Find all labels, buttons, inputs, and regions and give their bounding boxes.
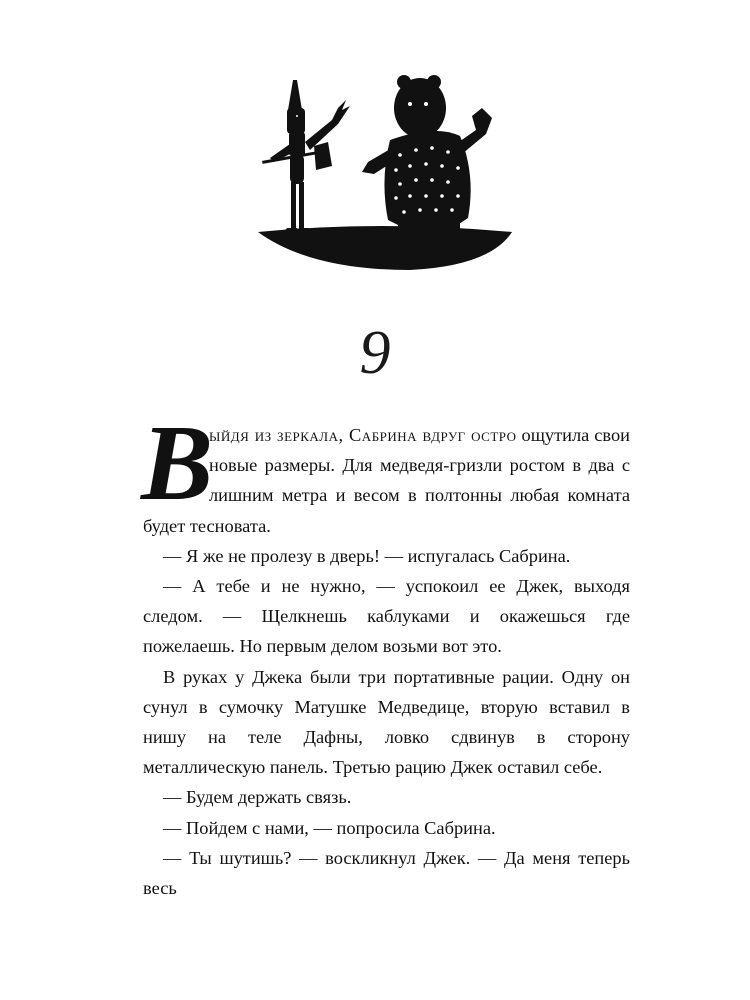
paragraph: — Я же не пролезу в дверь! — испугалась Сабрина. — [163, 545, 571, 566]
drop-cap: В — [141, 404, 214, 523]
paragraph: — Ты шутишь? — воскликнул Джек. — Да меня теперь весь — [143, 847, 630, 899]
first-paragraph-rest: ощутила свои новые размеры. Для медведя-гризли ростом в два с лишним метра и весом в полтонны любая комната будет тесновата. — [143, 425, 630, 536]
paragraph: — А тебе и не нужно, — успокоил ее Джек, выходя следом. — Щелкнешь каблуками и окажешься где пожелаешь. Но первым делом возьми вот это. — [143, 576, 630, 657]
body-text — [141, 404, 630, 903]
first-paragraph — [141, 404, 630, 541]
tin-man-and-bear-silhouette-icon — [250, 70, 515, 285]
paragraph: В руках у Джека были три портативные рации. Одну он сунул в сумочку Матушке Медведице, вторую вставил в нишу на теле Дафны, ловко сдвинув в сторону металлическую панель. Третью рацию Джек оставил себе. — [143, 666, 630, 778]
paragraph: — Пойдем с нами, — попросила Сабрина. — [163, 817, 496, 838]
paragraph: — Будем держать связь. — [163, 787, 352, 808]
chapter-illustration — [250, 70, 515, 285]
lead-in: ыйдя из зеркала, Сабрина вдруг остро — [209, 425, 517, 445]
chapter-number: 9 — [359, 319, 391, 387]
